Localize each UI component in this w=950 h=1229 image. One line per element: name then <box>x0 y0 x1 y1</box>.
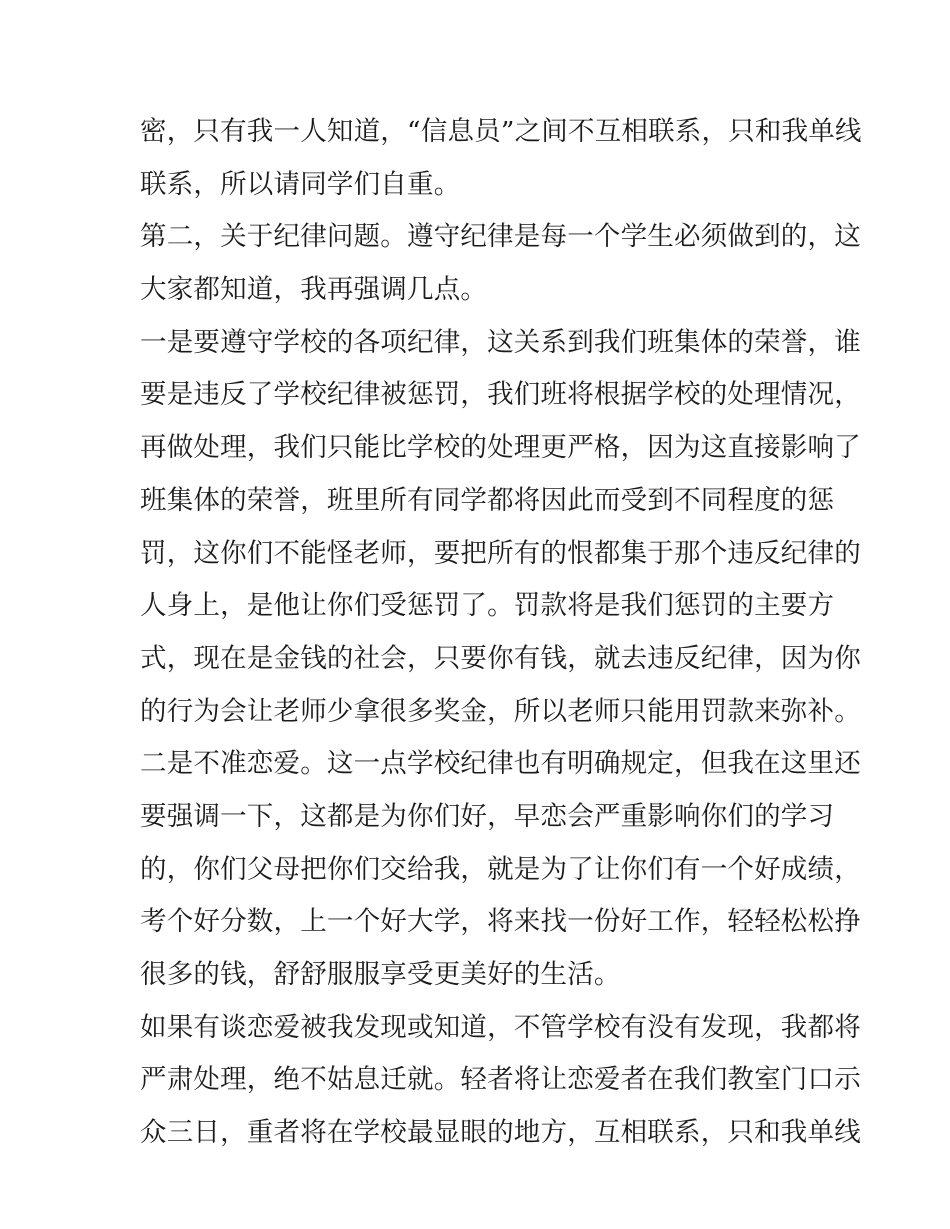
text-line: 一是要遵守学校的各项纪律，这关系到我们班集体的荣誉，谁 <box>140 326 861 358</box>
text-line: 的行为会让老师少拿很多奖金，所以老师只能用罚款来弥补。 <box>140 695 861 727</box>
text-line: 密，只有我一人知道，“信息员”之间不互相联系，只和我单线 <box>140 116 862 147</box>
text-line: 二是不准恋爱。这一点学校纪律也有明确规定，但我在这里还 <box>140 748 861 780</box>
text-line: 要强调一下，这都是为你们好，早恋会严重影响你们的学习 <box>140 800 835 832</box>
text-line: 人身上，是他让你们受惩罚了。罚款将是我们惩罚的主要方 <box>140 590 835 622</box>
text-line: 要是违反了学校纪律被惩罚，我们班将根据学校的处理情况， <box>140 379 861 411</box>
text-line: 严肃处理，绝不姑息迁就。轻者将让恋爱者在我们教室门口示 <box>140 1064 861 1096</box>
text-line: 罚，这你们不能怪老师，要把所有的恨都集于那个违反纪律的 <box>140 537 861 569</box>
text-line: 第二，关于纪律问题。遵守纪律是每一个学生必须做到的，这 <box>140 221 861 253</box>
text-line: 班集体的荣誉，班里所有同学都将因此而受到不同程度的惩 <box>140 484 835 516</box>
text-line: 众三日，重者将在学校最显眼的地方，互相联系，只和我单线 <box>140 1117 861 1149</box>
text-line: 大家都知道，我再强调几点。 <box>140 274 488 306</box>
text-line: 如果有谈恋爱被我发现或知道，不管学校有没有发现，我都将 <box>140 1011 861 1043</box>
text-line: 再做处理，我们只能比学校的处理更严格，因为这直接影响了 <box>140 432 861 464</box>
text-line: 式，现在是金钱的社会，只要你有钱，就去违反纪律，因为你 <box>140 642 861 674</box>
text-line: 的，你们父母把你们交给我，就是为了让你们有一个好成绩， <box>140 853 861 885</box>
text-line: 很多的钱，舒舒服服享受更美好的生活。 <box>140 959 621 990</box>
text-line: 考个好分数，上一个好大学，将来找一份好工作，轻轻松松挣 <box>140 906 861 938</box>
text-line: 联系，所以请同学们自重。 <box>140 168 461 200</box>
body-text <box>140 106 862 1160</box>
